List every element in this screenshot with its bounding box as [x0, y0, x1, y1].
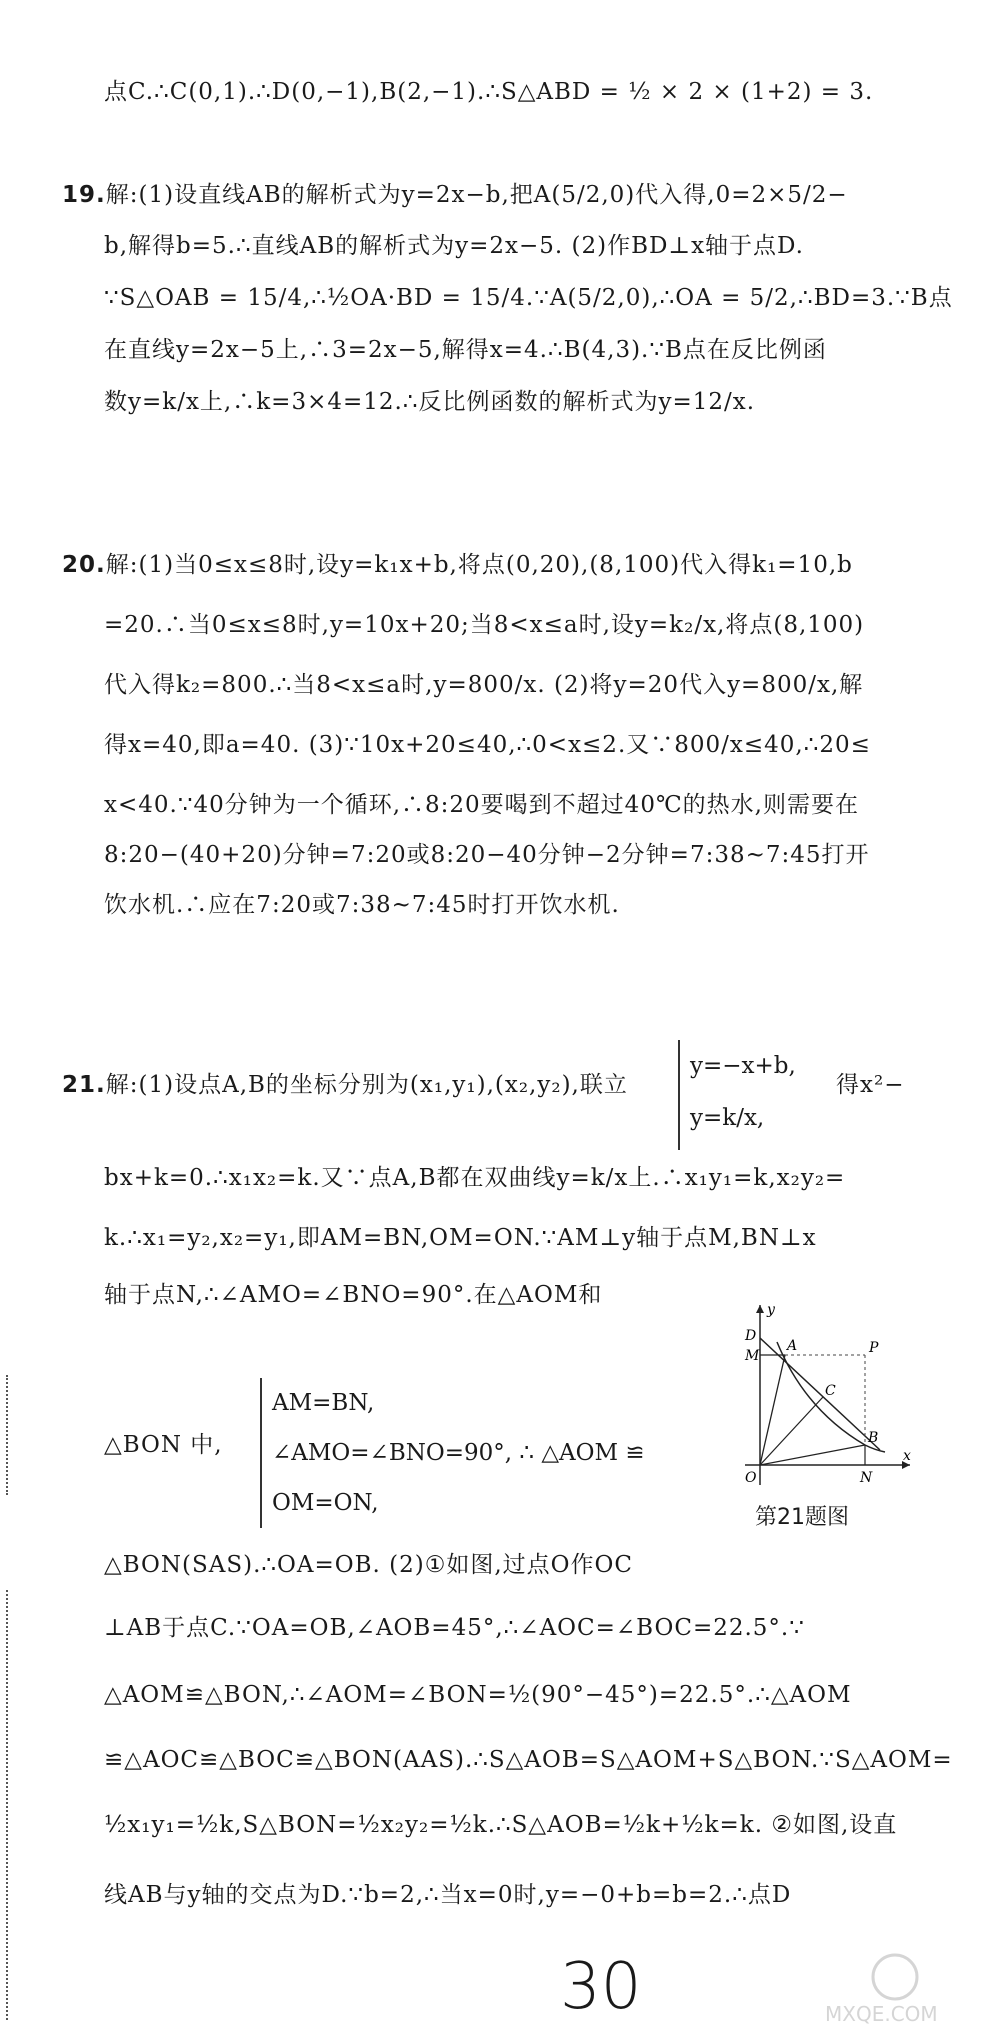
equation-system-1 — [678, 1040, 830, 1150]
question-number-19: 19. — [62, 182, 106, 208]
label-O: O — [745, 1470, 757, 1486]
binding-dots-2 — [6, 1590, 12, 2020]
equation-line: AM=BN, — [272, 1390, 375, 1416]
text-q21-10: ½x₁y₁=½k,S△BON=½x₂y₂=½k.∴S△AOB=½k+½k=k. ②如图,设直 — [104, 1812, 898, 1838]
equation-line: y=−x+b, — [690, 1053, 796, 1079]
label-C: C — [825, 1383, 836, 1399]
y-axis-arrow — [756, 1305, 764, 1313]
text-q20-5: x<40.∵40分钟为一个循环,∴8:20要喝到不超过40℃的热水,则需要在 — [104, 792, 859, 818]
text-q20-1: 解:(1)当0≤x≤8时,设y=k₁x+b,将点(0,20),(8,100)代入得k₁=10,b — [105, 552, 853, 578]
text-q21-11: 线AB与y轴的交点为D.∵b=2,∴当x=0时,y=−0+b=b=2.∴点D — [104, 1882, 792, 1908]
question-number-20: 20. — [62, 552, 106, 578]
q21-figure — [725, 1300, 915, 1490]
label-B: B — [868, 1430, 879, 1446]
text-q20-7: 饮水机.∴应在7:20或7:38~7:45时打开饮水机. — [104, 892, 620, 918]
question-21-line-1 — [62, 1065, 628, 1105]
label-M: M — [745, 1348, 760, 1364]
text-q21-6: △BON(SAS).∴OA=OB. (2)①如图,过点O作OC — [104, 1552, 633, 1578]
equation-line: y=k/x, — [690, 1105, 765, 1131]
text-q21-4: 轴于点N,∴∠AMO=∠BNO=90°.在△AOM和 — [104, 1282, 603, 1308]
segment-OA — [760, 1355, 785, 1465]
equation-line: OM=ON, — [272, 1490, 379, 1516]
text-q21-8: △AOM≌△BON,∴∠AOM=∠BON=½(90°−45°)=22.5°.∴△AOM — [104, 1682, 852, 1708]
label-P: P — [869, 1340, 879, 1356]
line-AB — [760, 1338, 880, 1450]
text-line-q18-end: 点C.∴C(0,1).∴D(0,−1),B(2,−1).∴S△ABD = ½ × 2 × (1+2) = 3. — [104, 79, 874, 105]
text-q20-4: 得x=40,即a=40. (3)∵10x+20≤40,∴0<x≤2.又∵800/x≤40,∴20≤ — [104, 732, 871, 758]
text-q19-3: ∵S△OAB = 15/4,∴½OA·BD = 15/4.∵A(5/2,0),∴OA = 5/2,∴BD=3.∵B点 — [104, 285, 953, 311]
text-q19-2: b,解得b=5.∴直线AB的解析式为y=2x−5. (2)作BD⊥x轴于点D. — [104, 233, 804, 259]
text-q19-1: 解:(1)设直线AB的解析式为y=2x−b,把A(5/2,0)代入得,0=2×5/2− — [105, 182, 848, 208]
text-q21-9: ≌△AOC≌△BOC≌△BON(AAS).∴S△AOB=S△AOM+S△BON.∵S△AOM= — [104, 1747, 953, 1773]
label-N: N — [860, 1470, 873, 1486]
question-19-line-1 — [62, 175, 930, 215]
text-q21-7: ⊥AB于点C.∵OA=OB,∠AOB=45°,∴∠AOC=∠BOC=22.5°.∵ — [104, 1615, 805, 1641]
text-q21-1: 解:(1)设点A,B的坐标分别为(x₁,y₁),(x₂,y₂),联立 — [105, 1072, 628, 1098]
text-q19-4: 在直线y=2x−5上,∴3=2x−5,解得x=4.∴B(4,3).∵B点在反比例函 — [104, 337, 827, 363]
watermark-text: MXQE.COM — [825, 2002, 938, 2026]
text-q21-1b: 得x²− — [836, 1072, 905, 1098]
watermark-logo — [805, 1947, 985, 2027]
label-y: y — [767, 1302, 775, 1318]
question-number-21: 21. — [62, 1072, 106, 1098]
text-q21-5: △BON 中, — [104, 1432, 223, 1458]
text-q19-5: 数y=k/x上,∴k=3×4=12.∴反比例函数的解析式为y=12/x. — [104, 389, 756, 415]
text-q20-3: 代入得k₂=800.∴当8<x≤a时,y=800/x. (2)将y=20代入y=800/x,解 — [104, 672, 864, 698]
label-D: D — [745, 1328, 757, 1344]
question-20-line-1 — [62, 545, 930, 585]
label-A: A — [787, 1338, 798, 1354]
label-x: x — [903, 1448, 911, 1464]
watermark-circle — [873, 1955, 917, 1999]
equation-line: ∠AMO=∠BNO=90°, ∴ △AOM ≌ — [272, 1440, 645, 1466]
text-q21-2: bx+k=0.∴x₁x₂=k.又∵点A,B都在双曲线y=k/x上.∴x₁y₁=k,x₂y₂= — [104, 1165, 846, 1191]
figure-caption: 第21题图 — [755, 1505, 849, 1530]
text-q21-3: k.∴x₁=y₂,x₂=y₁,即AM=BN,OM=ON.∵AM⊥y轴于点M,BN⊥x — [104, 1225, 817, 1251]
page-number: 30 — [560, 1950, 642, 2024]
text-q20-6: 8:20−(40+20)分钟=7:20或8:20−40分钟−2分钟=7:38~7:45打开 — [104, 842, 870, 868]
binding-dots-1 — [6, 1375, 12, 1495]
text-q20-2: =20.∴当0≤x≤8时,y=10x+20;当8<x≤a时,设y=k₂/x,将点(8,100) — [104, 612, 865, 638]
equation-system-2 — [260, 1378, 712, 1528]
